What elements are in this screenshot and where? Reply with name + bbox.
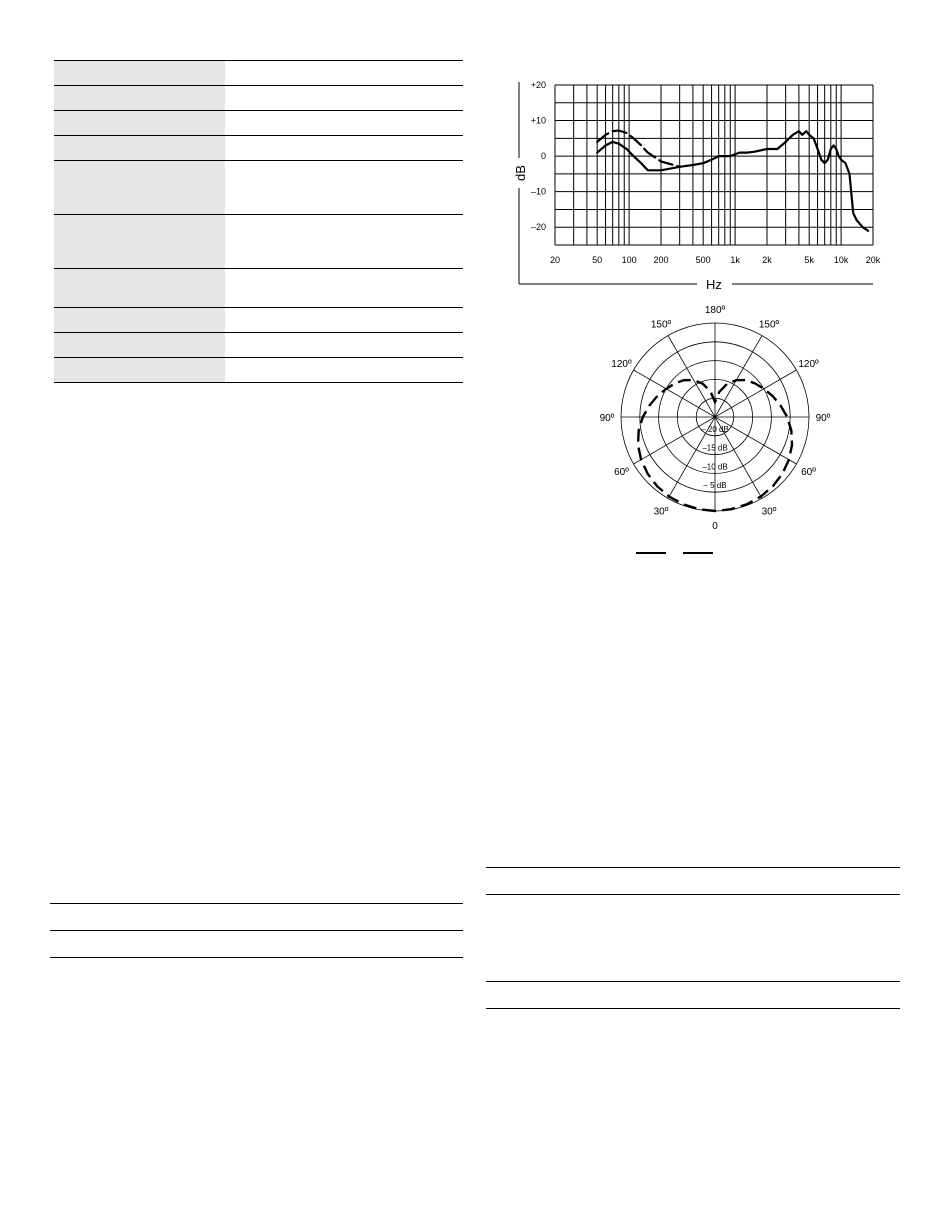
polar-ring-label: – 20 dB	[701, 424, 729, 434]
right-rule-table	[486, 867, 900, 1009]
spec-key-cell	[54, 308, 225, 332]
x-tick-label: 10k	[833, 255, 849, 265]
rule-row	[486, 982, 900, 1009]
polar-angle-label: 90º	[815, 413, 831, 424]
frequency-response-chart	[0, 0, 937, 300]
polar-pattern-chart	[560, 295, 880, 565]
spec-value-cell	[225, 358, 463, 382]
polar-ring-label: –10 dB	[702, 462, 728, 472]
y-tick-label: –20	[530, 222, 546, 233]
polar-angle-label: 150º	[758, 319, 780, 331]
frequency-series	[597, 131, 868, 231]
x-axis-title: Hz	[706, 277, 722, 292]
x-tick-label: 20k	[865, 255, 881, 265]
rule-row	[486, 868, 900, 895]
polar-angle-label: 150º	[650, 319, 672, 331]
polar-angle-label: 60º	[801, 467, 816, 478]
x-tick-label: 500	[695, 255, 711, 265]
x-tick-label: 50	[592, 255, 603, 265]
x-tick-label: 1k	[730, 255, 740, 265]
polar-angle-label: 120º	[798, 359, 819, 370]
polar-angle-label: 90º	[599, 413, 615, 424]
y-tick-label: +10	[530, 115, 546, 126]
response-curve-solid	[597, 131, 868, 231]
polar-angle-label: 0	[712, 521, 718, 532]
y-tick-label: –10	[530, 186, 546, 197]
spec-value-cell	[225, 333, 463, 357]
spec-value-cell	[225, 308, 463, 332]
spec-row	[54, 308, 463, 333]
rule-row	[486, 895, 900, 982]
polar-angle-label: 60º	[614, 467, 629, 478]
y-tick-label: +20	[530, 80, 546, 90]
x-tick-label: 200	[653, 255, 669, 265]
polar-angle-label: 30º	[761, 506, 777, 518]
spec-key-cell	[54, 358, 225, 382]
x-tick-label: 100	[621, 255, 637, 265]
left-rule-table	[50, 903, 463, 958]
polar-angle-label: 30º	[653, 506, 669, 518]
frequency-grid	[555, 85, 873, 245]
frequency-tick-labels	[531, 80, 881, 265]
y-axis-title: dB	[513, 165, 528, 181]
polar-angle-label: 120º	[611, 359, 632, 370]
x-tick-label: 5k	[804, 255, 814, 265]
y-tick-label: 0	[540, 151, 546, 162]
spec-key-cell	[54, 333, 225, 357]
rule-row	[50, 904, 463, 931]
polar-angle-label: 180º	[704, 305, 726, 316]
x-tick-label: 20	[549, 255, 561, 265]
x-tick-label: 2k	[762, 255, 772, 265]
polar-ring-label: – 5 dB	[703, 481, 727, 491]
spec-row	[54, 333, 463, 358]
spec-row	[54, 358, 463, 383]
rule-row	[50, 931, 463, 958]
polar-ring-label: –15 dB	[702, 443, 728, 453]
